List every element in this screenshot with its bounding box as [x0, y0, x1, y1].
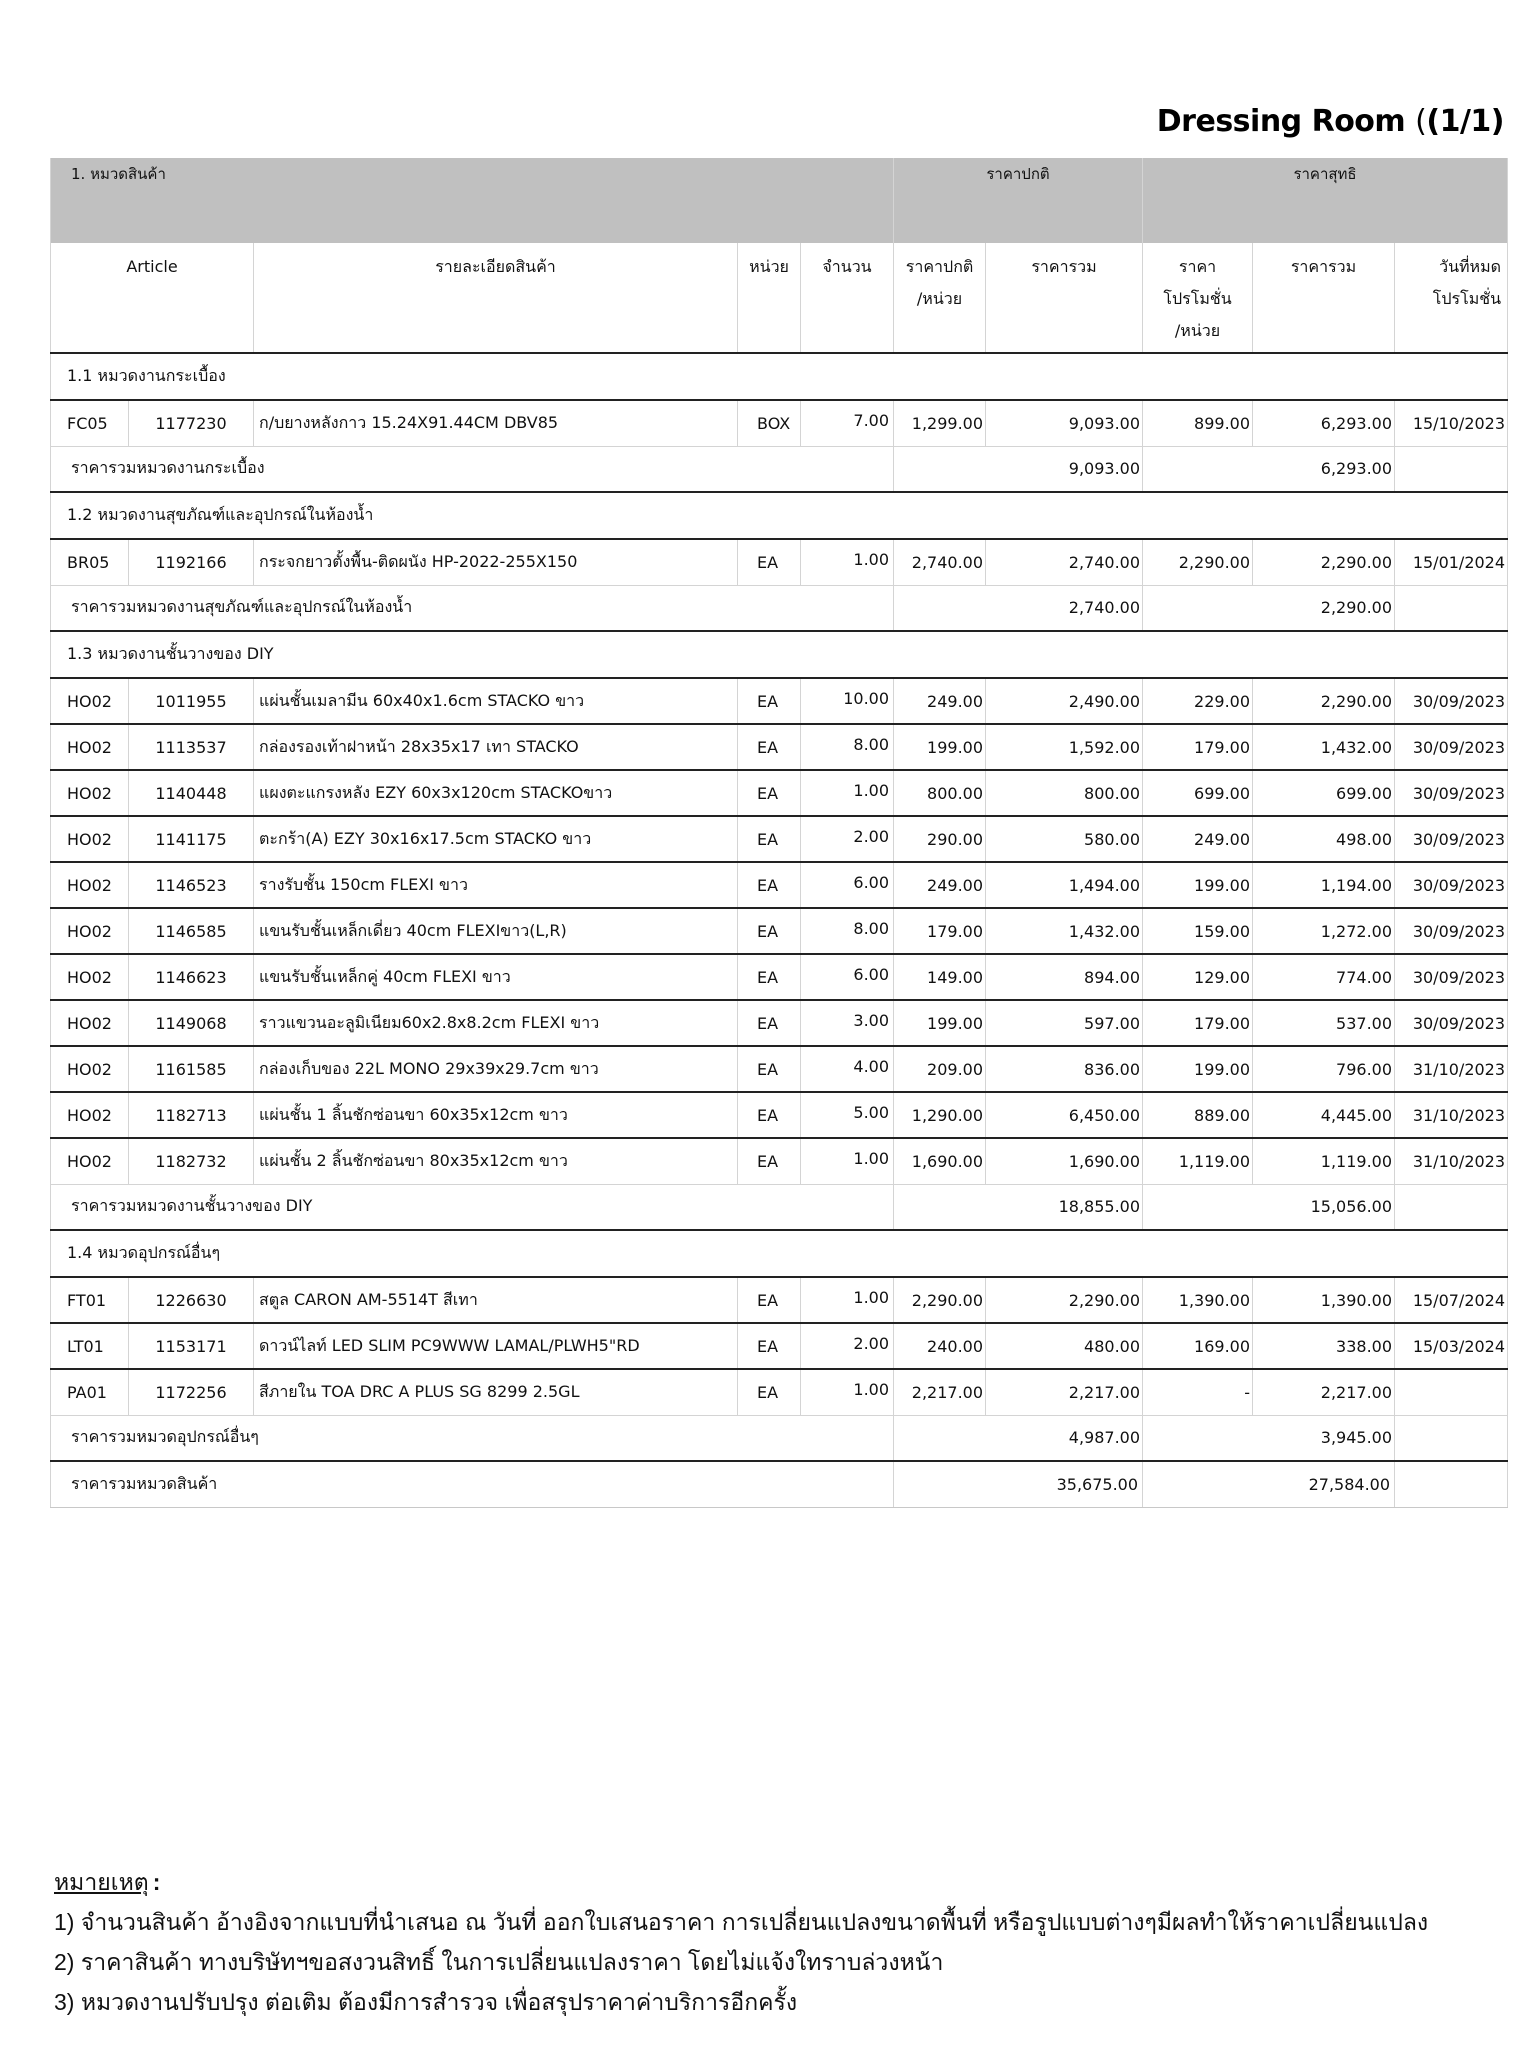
item-unit-price: 209.00: [894, 1046, 986, 1092]
item-article: 1192166: [129, 539, 254, 585]
item-promo-end: 31/10/2023: [1395, 1092, 1508, 1138]
item-unit: BOX: [738, 400, 801, 446]
item-promo-total: 1,119.00: [1253, 1138, 1395, 1184]
quotation-table: [50, 158, 1508, 1508]
net-price-header: ราคาสุทธิ: [1143, 158, 1508, 243]
item-promo-price: 159.00: [1143, 908, 1253, 954]
section-header-row: [51, 1230, 1508, 1277]
item-quantity: 10.00: [801, 678, 894, 724]
note-line-1: 1) จำนวนสินค้า อ้างอิงจากแบบที่นำเสนอ ณ วันที่ ออกใบเสนอราคา การเปลี่ยนแปลงขนาดพื้นที่ หรือรูปแบบต่างๆมีผลทำให้ราคาเปลี่ยนแปลง: [54, 1909, 1429, 1935]
col-unit-price: ราคาปกติ /หน่วย: [894, 243, 986, 353]
item-promo-price: 179.00: [1143, 1000, 1253, 1046]
table-row: [51, 1092, 1508, 1138]
page-indicator: (1/1): [1426, 104, 1504, 139]
item-promo-end: 30/09/2023: [1395, 862, 1508, 908]
item-description: แขนรับชั้นเหล็กคู่ 40cm FLEXI ขาว: [254, 954, 738, 1000]
item-unit: EA: [738, 1277, 801, 1323]
item-description: ราวแขวนอะลูมิเนียม60x2.8x8.2cm FLEXI ขาว: [254, 1000, 738, 1046]
notes-heading: หมายเหตุ: [54, 1869, 149, 1895]
section-title: 1.2 หมวดงานสุขภัณฑ์และอุปกรณ์ในห้องน้ำ: [51, 492, 1508, 539]
section-subtotal-row: [51, 1415, 1508, 1461]
item-unit: EA: [738, 1369, 801, 1415]
item-article: 1153171: [129, 1323, 254, 1369]
item-promo-end: 30/09/2023: [1395, 816, 1508, 862]
section-title: 1.3 หมวดงานชั้นวางของ DIY: [51, 631, 1508, 678]
item-description: แผ่นชั้นเมลามีน 60x40x1.6cm STACKO ขาว: [254, 678, 738, 724]
item-article: 1011955: [129, 678, 254, 724]
item-total: 580.00: [986, 816, 1143, 862]
item-unit: EA: [738, 724, 801, 770]
item-promo-end: 15/01/2024: [1395, 539, 1508, 585]
item-description: แผงตะแกรงหลัง EZY 60x3x120cm STACKOขาว: [254, 770, 738, 816]
item-promo-total: 2,290.00: [1253, 678, 1395, 724]
table-row: [51, 1000, 1508, 1046]
item-code: HO02: [51, 1046, 129, 1092]
column-header-row: [51, 243, 1508, 353]
item-total: 1,494.00: [986, 862, 1143, 908]
item-promo-price: 889.00: [1143, 1092, 1253, 1138]
subtotal-total: 18,855.00: [894, 1184, 1143, 1230]
grand-total-empty: [1395, 1461, 1508, 1507]
item-promo-end: 30/09/2023: [1395, 724, 1508, 770]
item-unit: EA: [738, 678, 801, 724]
item-promo-end: 30/09/2023: [1395, 1000, 1508, 1046]
item-article: 1146585: [129, 908, 254, 954]
item-promo-total: 2,217.00: [1253, 1369, 1395, 1415]
item-promo-total: 1,194.00: [1253, 862, 1395, 908]
item-description: แผ่นชั้น 2 ลิ้นชักซ่อนขา 80x35x12cm ขาว: [254, 1138, 738, 1184]
item-code: HO02: [51, 1000, 129, 1046]
item-quantity: 6.00: [801, 862, 894, 908]
item-quantity: 1.00: [801, 1277, 894, 1323]
item-promo-total: 4,445.00: [1253, 1092, 1395, 1138]
item-unit-price: 179.00: [894, 908, 986, 954]
item-unit-price: 199.00: [894, 724, 986, 770]
item-article: 1177230: [129, 400, 254, 446]
item-code: FT01: [51, 1277, 129, 1323]
item-unit: EA: [738, 1092, 801, 1138]
item-article: 1172256: [129, 1369, 254, 1415]
item-unit-price: 800.00: [894, 770, 986, 816]
item-total: 6,450.00: [986, 1092, 1143, 1138]
item-promo-end: [1395, 1369, 1508, 1415]
subtotal-promo-total: 3,945.00: [1143, 1415, 1395, 1461]
item-promo-total: 498.00: [1253, 816, 1395, 862]
item-article: 1182713: [129, 1092, 254, 1138]
table-row: [51, 770, 1508, 816]
item-total: 894.00: [986, 954, 1143, 1000]
subtotal-promo-total: 6,293.00: [1143, 446, 1395, 492]
item-code: PA01: [51, 1369, 129, 1415]
item-promo-end: 15/07/2024: [1395, 1277, 1508, 1323]
item-promo-end: 30/09/2023: [1395, 770, 1508, 816]
item-promo-total: 6,293.00: [1253, 400, 1395, 446]
subtotal-label: ราคารวมหมวดอุปกรณ์อื่นๆ: [51, 1415, 894, 1461]
item-promo-price: 169.00: [1143, 1323, 1253, 1369]
document-title-text: Dressing Room: [1156, 104, 1406, 139]
subtotal-empty: [1395, 446, 1508, 492]
item-unit: EA: [738, 1138, 801, 1184]
item-promo-end: 30/09/2023: [1395, 908, 1508, 954]
col-promo-price: ราคา โปรโมชั่น /หน่วย: [1143, 243, 1253, 353]
item-promo-price: 699.00: [1143, 770, 1253, 816]
section-header-row: [51, 492, 1508, 539]
subtotal-promo-total: 15,056.00: [1143, 1184, 1395, 1230]
subtotal-promo-total: 2,290.00: [1143, 585, 1395, 631]
item-code: HO02: [51, 678, 129, 724]
group-header-row: [51, 158, 1508, 243]
item-description: สตูล CARON AM-5514T สีเทา: [254, 1277, 738, 1323]
normal-price-header: ราคาปกติ: [894, 158, 1143, 243]
item-article: 1161585: [129, 1046, 254, 1092]
item-promo-price: 229.00: [1143, 678, 1253, 724]
item-article: 1113537: [129, 724, 254, 770]
item-code: HO02: [51, 816, 129, 862]
subtotal-empty: [1395, 585, 1508, 631]
item-promo-end: 30/09/2023: [1395, 954, 1508, 1000]
grand-total: 35,675.00: [894, 1461, 1143, 1507]
item-promo-price: 199.00: [1143, 862, 1253, 908]
table-row: [51, 1277, 1508, 1323]
item-promo-total: 338.00: [1253, 1323, 1395, 1369]
table-row: [51, 400, 1508, 446]
subtotal-total: 9,093.00: [894, 446, 1143, 492]
subtotal-empty: [1395, 1415, 1508, 1461]
item-code: HO02: [51, 954, 129, 1000]
item-unit: EA: [738, 1046, 801, 1092]
subtotal-total: 2,740.00: [894, 585, 1143, 631]
item-unit-price: 1,299.00: [894, 400, 986, 446]
item-quantity: 1.00: [801, 539, 894, 585]
category-header: 1. หมวดสินค้า: [51, 158, 894, 243]
table-row: [51, 1138, 1508, 1184]
subtotal-label: ราคารวมหมวดงานสุขภัณฑ์และอุปกรณ์ในห้องน้ำ: [51, 585, 894, 631]
item-code: FC05: [51, 400, 129, 446]
item-total: 836.00: [986, 1046, 1143, 1092]
item-description: ตะกร้า(A) EZY 30x16x17.5cm STACKO ขาว: [254, 816, 738, 862]
item-code: HO02: [51, 1092, 129, 1138]
col-quantity: จำนวน: [801, 243, 894, 353]
item-unit: EA: [738, 1000, 801, 1046]
item-article: 1226630: [129, 1277, 254, 1323]
section-subtotal-row: [51, 585, 1508, 631]
item-unit-price: 249.00: [894, 678, 986, 724]
item-quantity: 1.00: [801, 770, 894, 816]
item-code: HO02: [51, 862, 129, 908]
section-header-row: [51, 353, 1508, 400]
table-row: [51, 1323, 1508, 1369]
item-unit: EA: [738, 539, 801, 585]
col-promo-end: วันที่หมด โปรโมชั่น: [1395, 243, 1508, 353]
item-promo-total: 699.00: [1253, 770, 1395, 816]
item-unit-price: 2,217.00: [894, 1369, 986, 1415]
item-code: LT01: [51, 1323, 129, 1369]
item-total: 1,432.00: [986, 908, 1143, 954]
item-quantity: 3.00: [801, 1000, 894, 1046]
item-promo-total: 1,390.00: [1253, 1277, 1395, 1323]
document-title: Dressing Room ((1/1): [1156, 104, 1504, 139]
item-description: กระจกยาวตั้งพื้น-ติดผนัง HP-2022-255X150: [254, 539, 738, 585]
item-unit-price: 249.00: [894, 862, 986, 908]
item-article: 1182732: [129, 1138, 254, 1184]
subtotal-total: 4,987.00: [894, 1415, 1143, 1461]
col-promo-total: ราคารวม: [1253, 243, 1395, 353]
col-description: รายละเอียดสินค้า: [254, 243, 738, 353]
table-row: [51, 954, 1508, 1000]
item-unit-price: 199.00: [894, 1000, 986, 1046]
item-unit-price: 240.00: [894, 1323, 986, 1369]
item-description: กล่องรองเท้าฝาหน้า 28x35x17 เทา STACKO: [254, 724, 738, 770]
notes-heading-line: หมายเหตุ :: [54, 1869, 161, 1895]
item-total: 1,592.00: [986, 724, 1143, 770]
table-row: [51, 1046, 1508, 1092]
item-unit-price: 2,740.00: [894, 539, 986, 585]
item-promo-total: 774.00: [1253, 954, 1395, 1000]
table-row: [51, 678, 1508, 724]
item-unit: EA: [738, 908, 801, 954]
item-promo-total: 2,290.00: [1253, 539, 1395, 585]
item-promo-price: -: [1143, 1369, 1253, 1415]
item-promo-end: 15/03/2024: [1395, 1323, 1508, 1369]
grand-total-row: [51, 1461, 1508, 1507]
section-subtotal-row: [51, 1184, 1508, 1230]
item-description: แผ่นชั้น 1 ลิ้นชักซ่อนขา 60x35x12cm ขาว: [254, 1092, 738, 1138]
item-quantity: 8.00: [801, 724, 894, 770]
item-promo-price: 129.00: [1143, 954, 1253, 1000]
item-unit-price: 2,290.00: [894, 1277, 986, 1323]
item-total: 480.00: [986, 1323, 1143, 1369]
item-total: 2,490.00: [986, 678, 1143, 724]
item-promo-price: 1,390.00: [1143, 1277, 1253, 1323]
table-row: [51, 908, 1508, 954]
item-total: 9,093.00: [986, 400, 1143, 446]
col-total: ราคารวม: [986, 243, 1143, 353]
grand-promo-total: 27,584.00: [1143, 1461, 1395, 1507]
section-header-row: [51, 631, 1508, 678]
table-body: [51, 353, 1508, 1507]
item-total: 2,217.00: [986, 1369, 1143, 1415]
item-code: HO02: [51, 770, 129, 816]
item-description: สีภายใน TOA DRC A PLUS SG 8299 2.5GL: [254, 1369, 738, 1415]
item-promo-end: 31/10/2023: [1395, 1046, 1508, 1092]
item-code: HO02: [51, 724, 129, 770]
item-promo-total: 796.00: [1253, 1046, 1395, 1092]
item-article: 1141175: [129, 816, 254, 862]
item-promo-total: 1,432.00: [1253, 724, 1395, 770]
item-description: ดาวน์ไลท์ LED SLIM PC9WWW LAMAL/PLWH5"RD: [254, 1323, 738, 1369]
section-title: 1.1 หมวดงานกระเบื้อง: [51, 353, 1508, 400]
item-quantity: 2.00: [801, 816, 894, 862]
item-unit: EA: [738, 816, 801, 862]
item-total: 1,690.00: [986, 1138, 1143, 1184]
table-row: [51, 816, 1508, 862]
col-unit: หน่วย: [738, 243, 801, 353]
col-article: Article: [51, 243, 254, 353]
item-promo-end: 30/09/2023: [1395, 678, 1508, 724]
subtotal-label: ราคารวมหมวดงานกระเบื้อง: [51, 446, 894, 492]
table-row: [51, 1369, 1508, 1415]
item-article: 1146523: [129, 862, 254, 908]
item-unit-price: 290.00: [894, 816, 986, 862]
item-unit: EA: [738, 1323, 801, 1369]
item-description: กล่องเก็บของ 22L MONO 29x39x29.7cm ขาว: [254, 1046, 738, 1092]
item-quantity: 1.00: [801, 1369, 894, 1415]
note-line-2: 2) ราคาสินค้า ทางบริษัทฯขอสงวนสิทธิ์ ในการเปลี่ยนแปลงราคา โดยไม่แจ้งใทราบล่วงหน้า: [54, 1949, 944, 1975]
grand-total-label: ราคารวมหมวดสินค้า: [51, 1461, 894, 1507]
item-description: แขนรับชั้นเหล็กเดี่ยว 40cm FLEXIขาว(L,R): [254, 908, 738, 954]
item-promo-price: 2,290.00: [1143, 539, 1253, 585]
item-quantity: 8.00: [801, 908, 894, 954]
item-quantity: 7.00: [801, 400, 894, 446]
table-row: [51, 862, 1508, 908]
item-code: HO02: [51, 1138, 129, 1184]
item-promo-price: 179.00: [1143, 724, 1253, 770]
item-quantity: 6.00: [801, 954, 894, 1000]
item-unit: EA: [738, 862, 801, 908]
item-article: 1149068: [129, 1000, 254, 1046]
item-promo-price: 199.00: [1143, 1046, 1253, 1092]
item-unit: EA: [738, 954, 801, 1000]
item-article: 1146623: [129, 954, 254, 1000]
item-quantity: 4.00: [801, 1046, 894, 1092]
item-quantity: 5.00: [801, 1092, 894, 1138]
item-code: BR05: [51, 539, 129, 585]
item-promo-price: 1,119.00: [1143, 1138, 1253, 1184]
section-subtotal-row: [51, 446, 1508, 492]
item-promo-end: 15/10/2023: [1395, 400, 1508, 446]
item-promo-price: 249.00: [1143, 816, 1253, 862]
item-quantity: 2.00: [801, 1323, 894, 1369]
item-total: 2,740.00: [986, 539, 1143, 585]
item-article: 1140448: [129, 770, 254, 816]
item-total: 597.00: [986, 1000, 1143, 1046]
item-promo-total: 537.00: [1253, 1000, 1395, 1046]
item-description: รางรับชั้น 150cm FLEXI ขาว: [254, 862, 738, 908]
item-promo-total: 1,272.00: [1253, 908, 1395, 954]
item-unit-price: 149.00: [894, 954, 986, 1000]
item-description: ก/บยางหลังกาว 15.24X91.44CM DBV85: [254, 400, 738, 446]
item-quantity: 1.00: [801, 1138, 894, 1184]
item-unit-price: 1,290.00: [894, 1092, 986, 1138]
item-code: HO02: [51, 908, 129, 954]
table-row: [51, 539, 1508, 585]
table-row: [51, 724, 1508, 770]
item-unit: EA: [738, 770, 801, 816]
section-title: 1.4 หมวดอุปกรณ์อื่นๆ: [51, 1230, 1508, 1277]
subtotal-empty: [1395, 1184, 1508, 1230]
item-promo-end: 31/10/2023: [1395, 1138, 1508, 1184]
item-unit-price: 1,690.00: [894, 1138, 986, 1184]
subtotal-label: ราคารวมหมวดงานชั้นวางของ DIY: [51, 1184, 894, 1230]
note-line-3: 3) หมวดงานปรับปรุง ต่อเติม ต้องมีการสำรวจ เพื่อสรุปราคาค่าบริการอีกครั้ง: [54, 1989, 798, 2015]
item-promo-price: 899.00: [1143, 400, 1253, 446]
item-total: 2,290.00: [986, 1277, 1143, 1323]
notes-section: [54, 1862, 1428, 2022]
item-total: 800.00: [986, 770, 1143, 816]
